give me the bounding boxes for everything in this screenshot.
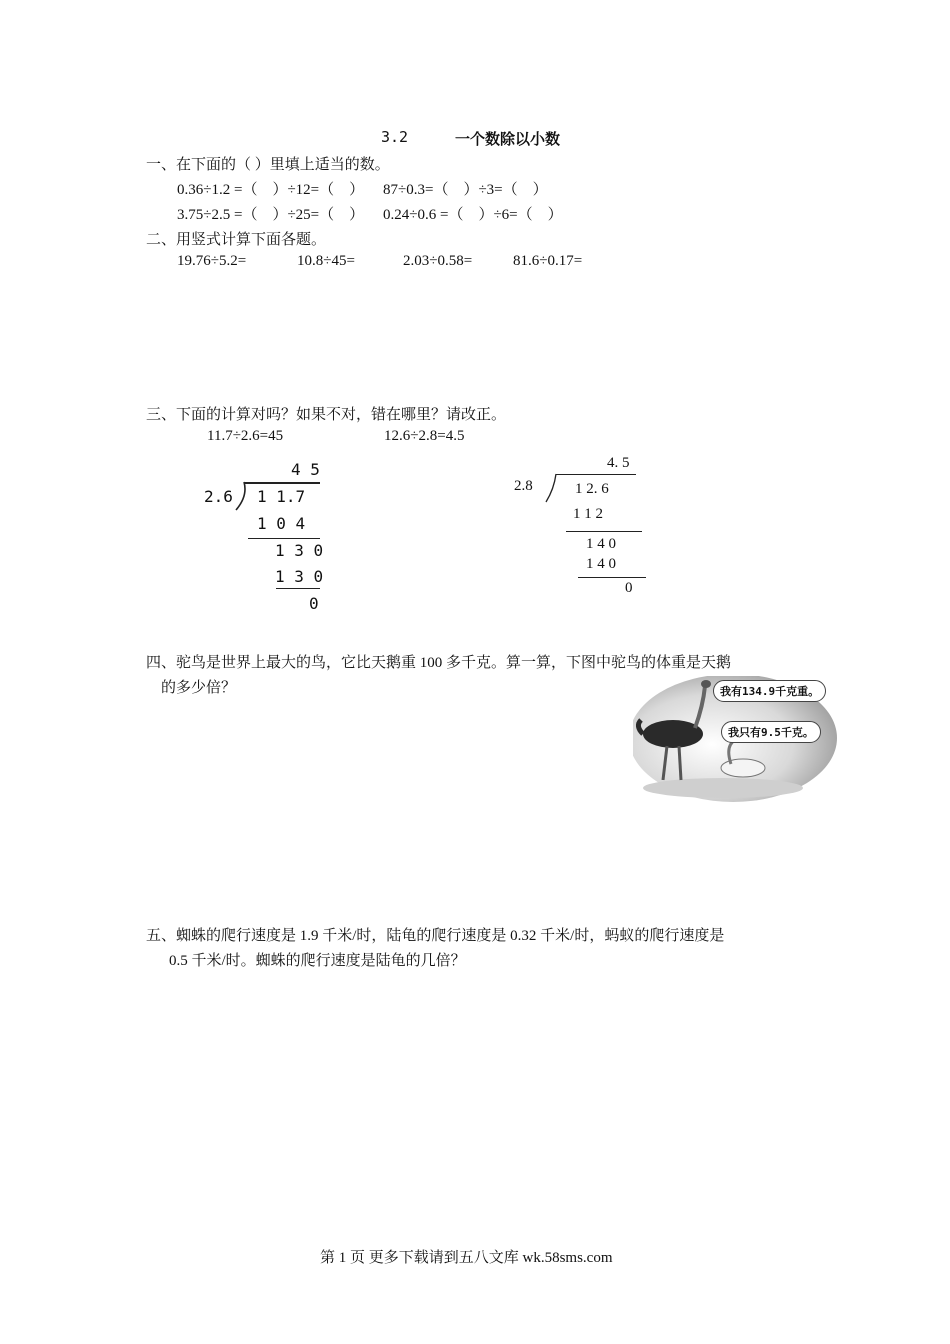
title-number: 3.2	[381, 128, 409, 146]
div2-bracket	[544, 473, 560, 503]
div1-divisor: 2.6	[204, 487, 233, 506]
problem-2: 10.8÷45=	[297, 253, 355, 269]
section3-heading: 三、下面的计算对吗？如果不对，错在哪里？请改正。	[146, 407, 507, 423]
div2-dividend: 1 2. 6	[575, 481, 609, 497]
div2-divisor: 2.8	[514, 478, 533, 494]
section1-row1-a: 0.36÷1.2 =（ ）÷12=（ ）	[177, 182, 365, 198]
section1-row2-b: 0.24÷0.6 =（ ）÷6=（ ）	[383, 207, 563, 223]
problem-4: 81.6÷0.17=	[513, 253, 583, 269]
div1-dividend: 1 1.7	[257, 487, 306, 506]
div1-rule2	[276, 588, 320, 589]
div2-step2: 1 4 0	[586, 556, 616, 572]
div1-bracket	[234, 481, 248, 511]
div1-step2: 1 3 0	[275, 567, 324, 586]
problem-3: 2.03÷0.58=	[403, 253, 473, 269]
section4-line2: 的多少倍？	[161, 680, 237, 696]
div1-rem1: 1 3 0	[275, 541, 324, 560]
div1-rule1	[248, 538, 320, 539]
ostrich-swan-illustration	[633, 676, 838, 802]
section3-eq2: 12.6÷2.8=4.5	[384, 428, 465, 444]
div2-rule2	[578, 577, 646, 578]
page-title: 一个数除以小数	[455, 132, 561, 148]
section1-row2-a: 3.75÷2.5 =（ ）÷25=（ ）	[177, 207, 365, 223]
div2-rem1: 1 4 0	[586, 536, 616, 552]
section5-line1: 五、蜘蛛的爬行速度是 1.9 千米/时，陆龟的爬行速度是 0.32 千米/时，蚂蚁的爬行速度是	[146, 928, 725, 944]
div1-rem2: 0	[309, 594, 319, 613]
page-footer: 第 1 页 更多下载请到五八文库 wk.58sms.com	[320, 1250, 613, 1266]
section3-eq1: 11.7÷2.6=45	[207, 428, 284, 444]
section5-line2: 0.5 千米/时。蜘蛛的爬行速度是陆龟的几倍？	[169, 953, 466, 969]
swan-speech-bubble: 我只有9.5千克。	[721, 721, 821, 743]
div2-rem2: 0	[625, 580, 633, 596]
div1-bar	[244, 482, 320, 484]
div2-quotient: 4. 5	[607, 455, 630, 471]
section4-line1: 四、驼鸟是世界上最大的鸟，它比天鹅重 100 多千克。算一算，下图中驼鸟的体重是天鹅	[146, 655, 732, 671]
section1-heading: 一、在下面的（ ）里填上适当的数。	[146, 157, 390, 173]
section2-heading: 二、用竖式计算下面各题。	[146, 232, 327, 248]
problem-1: 19.76÷5.2=	[177, 253, 247, 269]
div2-rule1	[566, 531, 642, 532]
div2-step1: 1 1 2	[573, 506, 603, 522]
ostrich-speech-bubble: 我有134.9千克重。	[713, 680, 826, 702]
section1-row1-b: 87÷0.3=（ ）÷3=（ ）	[383, 182, 548, 198]
div1-step1: 1 0 4	[257, 514, 306, 533]
div1-quotient: 4 5	[291, 460, 320, 479]
div2-bar	[556, 474, 636, 475]
